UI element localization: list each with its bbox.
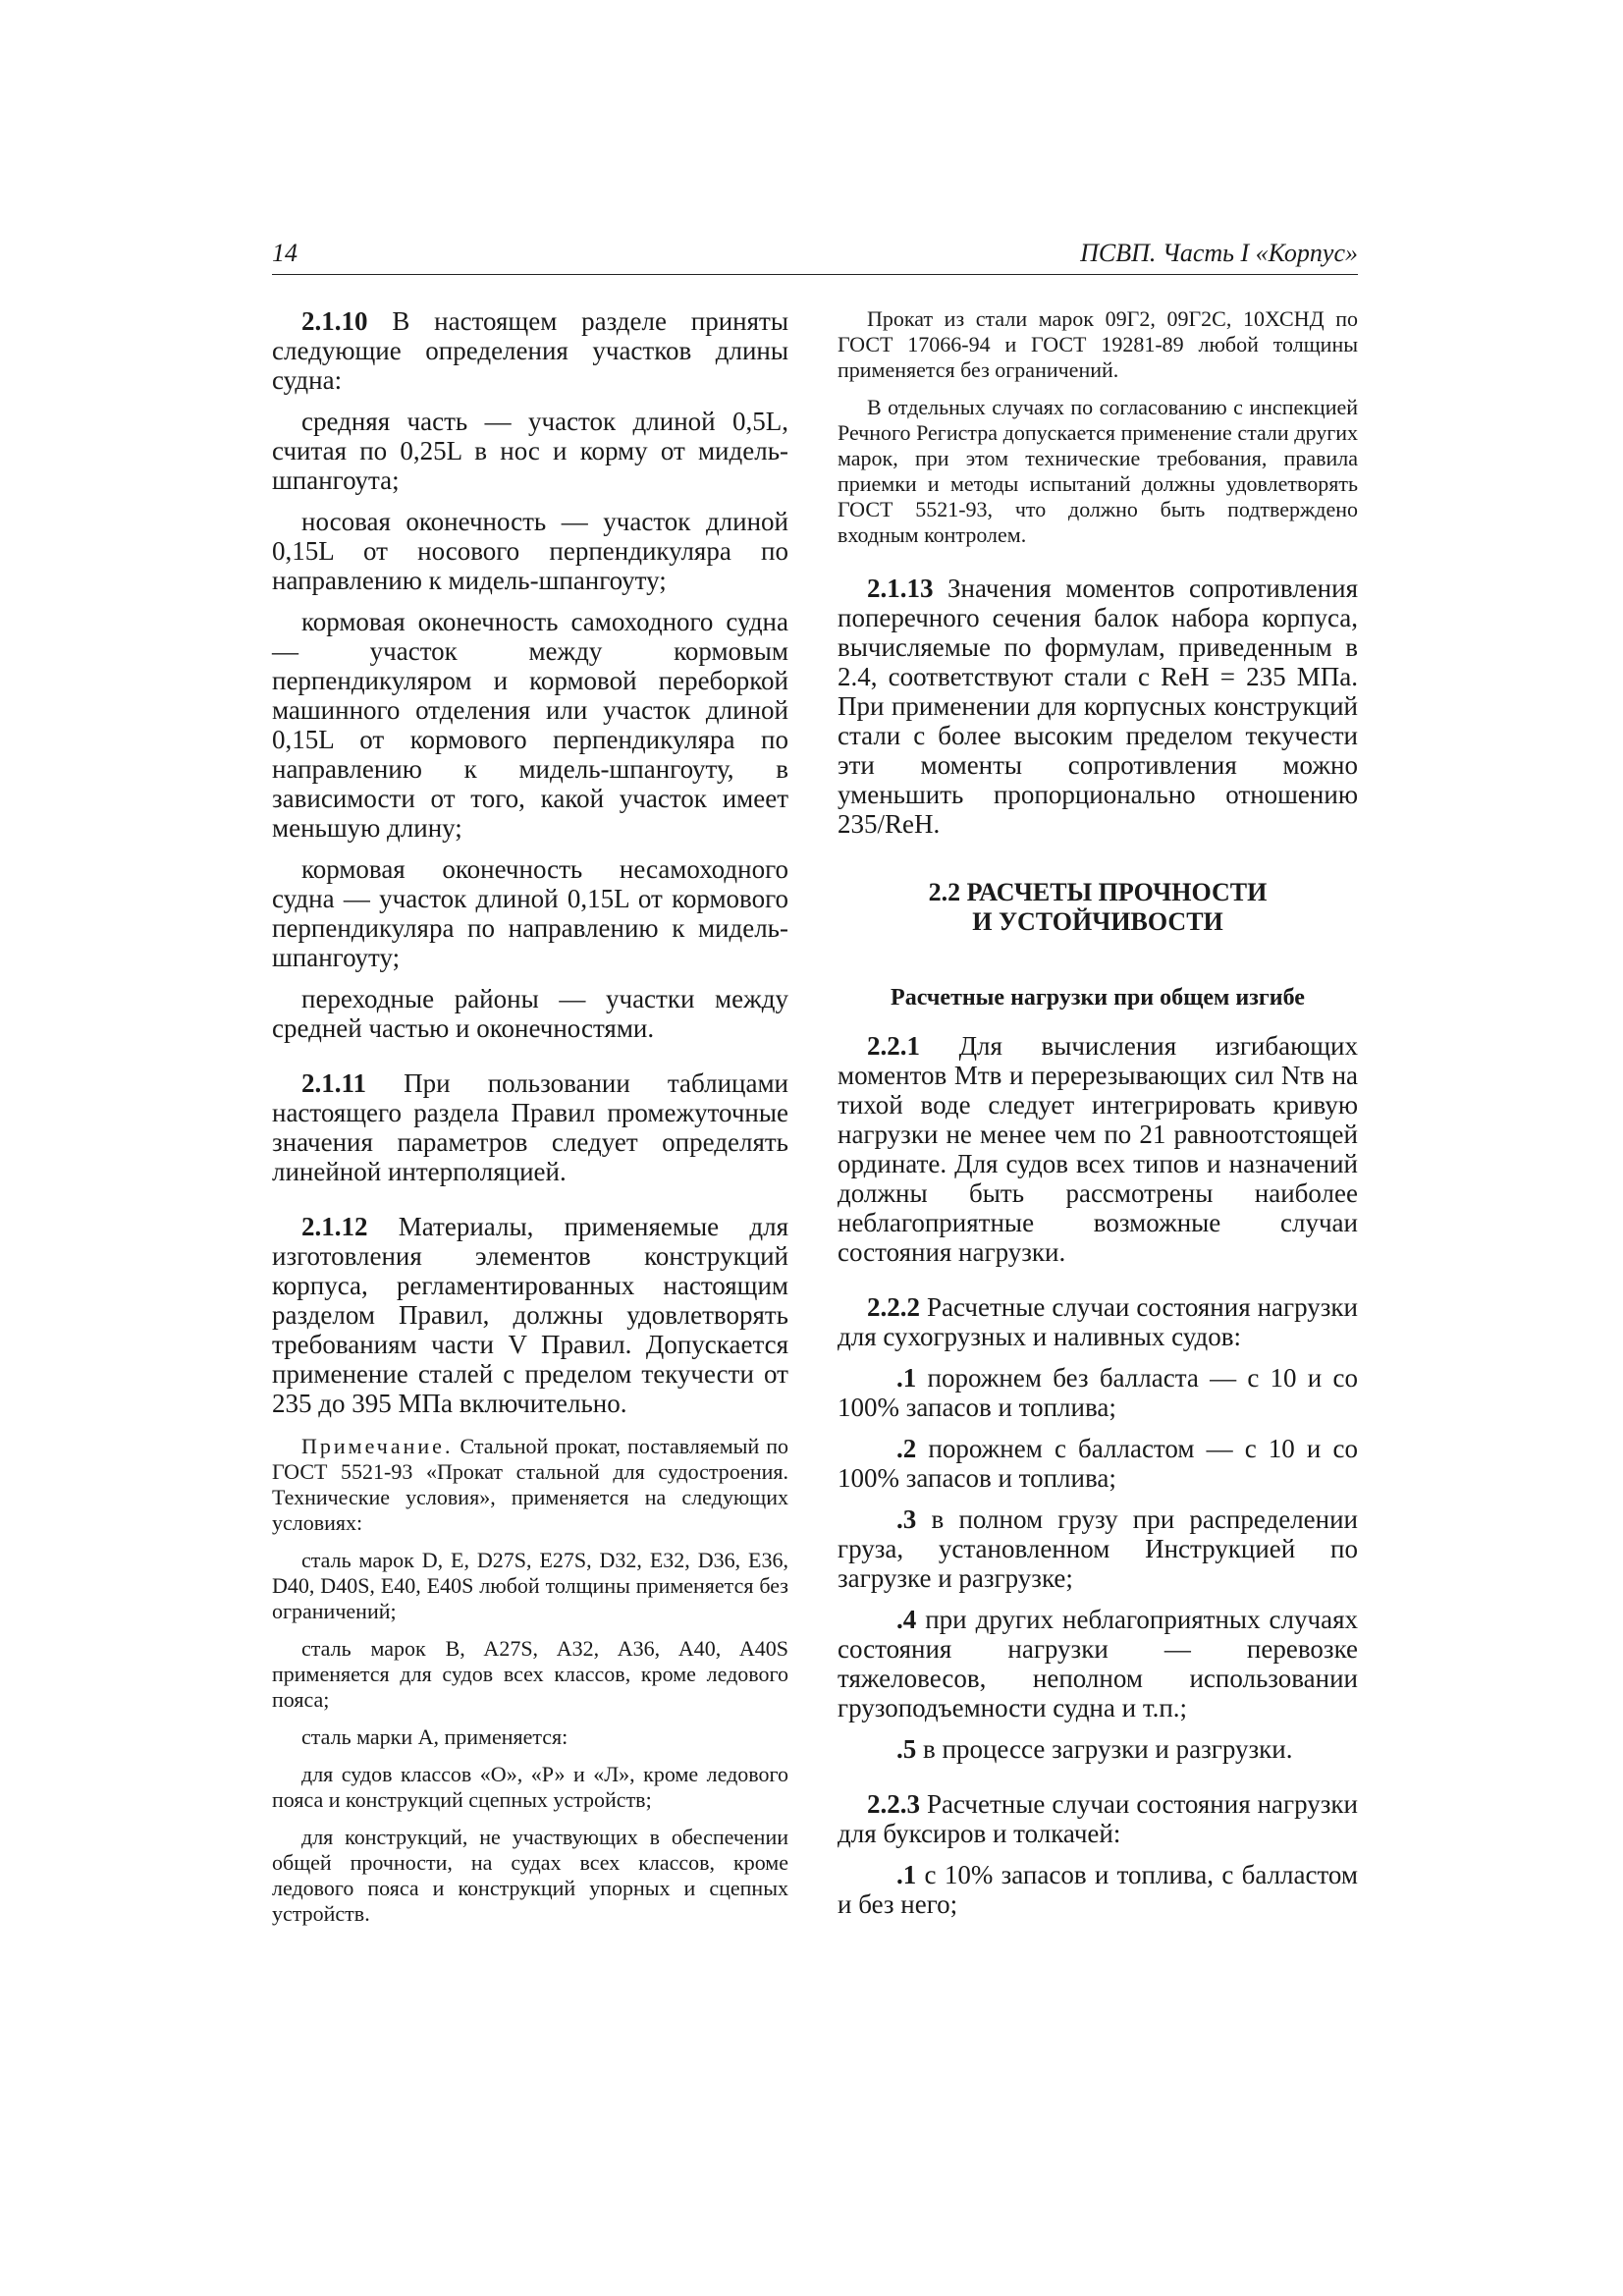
note-steel-3a: для судов классов «О», «Р» и «Л», кроме ледового пояса и конструкций сцепных устройств; xyxy=(272,1762,788,1812)
paragraph-2-1-10 xyxy=(272,306,788,395)
note-steel-1: сталь марок D, E, D27S, E27S, D32, E32, D36, E36, D40, D40S, E40, E40S любой толщины применяется без ограничений; xyxy=(272,1548,788,1623)
note-cont-1: Прокат из стали марок 09Г2, 09Г2С, 10ХСНД по ГОСТ 17066-94 и ГОСТ 19281-89 любой толщины применяется без ограничений. xyxy=(838,306,1358,382)
list-item-2 xyxy=(838,1434,1358,1493)
clause-number: 2.2.1 xyxy=(867,1031,920,1061)
section-title-line-1: 2.2 РАСЧЕТЫ ПРОЧНОСТИ xyxy=(928,878,1268,906)
item-number: .1 xyxy=(896,1363,917,1393)
paragraph-text: В настоящем разделе приняты следующие определения участков длины судна: xyxy=(272,306,788,395)
item-text: с 10% запасов и топлива, с балластом и без него; xyxy=(838,1860,1358,1919)
clause-number: 2.1.10 xyxy=(301,306,368,336)
page-header xyxy=(272,239,1358,275)
definition-stern-non-self-propelled: кормовая оконечность несамоходного судна — участок длиной 0,15L от кормового перпендикуляра по направлению к мидель-шпангоуту; xyxy=(272,854,788,972)
section-title xyxy=(838,878,1358,937)
list-item-4 xyxy=(838,1605,1358,1722)
paragraph-2-1-13 xyxy=(838,574,1358,839)
clause-number: 2.1.13 xyxy=(867,574,934,603)
definition-bow: носовая оконечность — участок длиной 0,15L от носового перпендикуляра по направлению к мидель-шпангоуту; xyxy=(272,507,788,595)
definition-transition: переходные районы — участки между средней частью и оконечностями. xyxy=(272,984,788,1043)
definition-middle: средняя часть — участок длиной 0,5L, считая по 0,25L в нос и корму от мидель-шпангоута; xyxy=(272,407,788,495)
item-number: .4 xyxy=(896,1605,917,1634)
section-title-line-2: И УСТОЙЧИВОСТИ xyxy=(972,907,1223,936)
note-continuation xyxy=(838,306,1358,548)
item-text: в полном грузу при распределении груза, установленном Инструкцией по загрузке и разгрузке; xyxy=(838,1504,1358,1593)
paragraph-2-2-3 xyxy=(838,1789,1358,1848)
note-steel-3b: для конструкций, не участвующих в обеспечении общей прочности, на судах всех классов, кроме ледового пояса и конструкций упорных и сцепных устройств. xyxy=(272,1825,788,1926)
item-number: .3 xyxy=(896,1504,917,1534)
list-item-5 xyxy=(838,1734,1358,1764)
note-steel-3: сталь марки А, применяется: xyxy=(301,1724,568,1749)
item-text: в процессе загрузки и разгрузки. xyxy=(916,1734,1293,1764)
note-steel-2: сталь марок B, A27S, A32, A36, A40, A40S применяется для судов всех классов, кроме ледового пояса; xyxy=(272,1636,788,1712)
note-block xyxy=(272,1434,788,1927)
list-item-tug-1 xyxy=(838,1860,1358,1919)
left-column xyxy=(272,306,788,1927)
clause-number: 2.1.12 xyxy=(301,1212,368,1241)
item-number: .1 xyxy=(896,1860,917,1889)
note-label: Примечание. xyxy=(301,1434,454,1458)
note-text: Стальной прокат, поставляемый по ГОСТ 5521-93 «Прокат стальной для судостроения. Технические условия», применяется на следующих условиях: xyxy=(272,1434,788,1535)
clause-number: 2.2.3 xyxy=(867,1789,920,1819)
item-text: порожнем без балласта — с 10 и со 100% запасов и топлива; xyxy=(838,1363,1358,1422)
clause-number: 2.2.2 xyxy=(867,1292,920,1322)
paragraph-2-2-2 xyxy=(838,1292,1358,1351)
paragraph-text: Расчетные случаи состояния нагрузки для буксиров и толкачей: xyxy=(838,1789,1358,1848)
paragraph-2-2-1 xyxy=(838,1031,1358,1267)
paragraph-text: При пользовании таблицами настоящего раздела Правил промежуточные значения параметров следует определять линейной интерполяцией. xyxy=(272,1068,788,1186)
paragraph-text: Материалы, применяемые для изготовления элементов конструкций корпуса, регламентированных настоящим разделом Правил, должны удовлетворять требованиям части V Правил. Допускается применение сталей с пределом текучести от 235 до 395 МПа включительно. xyxy=(272,1212,788,1418)
item-text: порожнем с балластом — с 10 и со 100% запасов и топлива; xyxy=(838,1434,1358,1493)
paragraph-text: Расчетные случаи состояния нагрузки для сухогрузных и наливных судов: xyxy=(838,1292,1358,1351)
note-cont-2: В отдельных случаях по согласованию с инспекцией Речного Регистра допускается применение стали других марок, при этом технические требования, правила приемки и методы испытаний должны удовлетворять ГОСТ 5521-93, что должно быть подтверждено входным контролем. xyxy=(838,395,1358,547)
paragraph-text: Значения моментов сопротивления поперечного сечения балок набора корпуса, вычисляемые по формулам, приведенным в 2.4, соответствуют стали с ReH = 235 МПа. При применении для корпусных конструкций стали с более высоким пределом текучести эти моменты сопротивления можно уменьшить пропорционально отношению 235/ReH. xyxy=(838,574,1358,839)
item-text: при других неблагоприятных случаях состояния нагрузки — перевозке тяжеловесов, неполном использовании грузоподъемности судна и т.п.; xyxy=(838,1605,1358,1722)
running-title: ПСВП. Часть I «Корпус» xyxy=(1080,239,1358,267)
paragraph-2-1-11 xyxy=(272,1068,788,1186)
note-intro xyxy=(272,1434,788,1536)
paragraph-2-1-12 xyxy=(272,1212,788,1418)
list-item-1 xyxy=(838,1363,1358,1422)
item-number: .2 xyxy=(896,1434,917,1463)
item-number: .5 xyxy=(896,1734,917,1764)
list-item-3 xyxy=(838,1504,1358,1593)
definition-stern-self-propelled: кормовая оконечность самоходного судна — участок между кормовым перпендикуляром и кормовой переборкой машинного отделения или участок длиной 0,15L от кормового перпендикуляра по направлению к мидель-шпангоуту, в зависимости от того, какой участок имеет меньшую длину; xyxy=(272,607,788,843)
clause-number: 2.1.11 xyxy=(301,1068,367,1098)
page-number: 14 xyxy=(272,239,298,267)
subsection-title: Расчетные нагрузки при общем изгибе xyxy=(891,985,1305,1011)
paragraph-text: Для вычисления изгибающих моментов Mтв и перерезывающих сил Nтв на тихой воде следует интегрировать кривую нагрузки не менее чем по 21 равноотстоящей ординате. Для судов всех типов и назначений должны быть рассмотрены наиболее неблагоприятные возможные случаи состояния нагрузки. xyxy=(838,1031,1358,1267)
right-column xyxy=(838,306,1358,1919)
